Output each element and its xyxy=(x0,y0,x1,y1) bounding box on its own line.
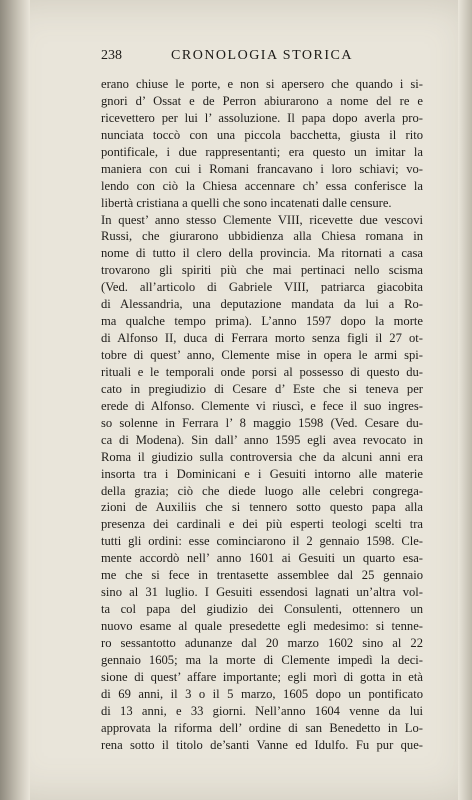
text-line: sino al 31 luglio. I Gesuiti essendosi lagnati un’altra vol- xyxy=(101,585,423,600)
text-line: In quest’ anno stesso Clemente VIII, ricevette due vescovi xyxy=(101,212,423,227)
text-line: Roma il giudizio sulla controversia che da alcuni anni era xyxy=(101,449,423,464)
text-line: nunciata toccò con una piccola bacchetta, giusta il rito xyxy=(101,127,423,142)
text-line: ca di Modena). Sin dall’ anno 1595 egli avea revocato in xyxy=(101,432,423,447)
text-line: ma qualche tempo prima). L’anno 1597 dopo la morte xyxy=(101,314,423,329)
text-line: pontificale, i due rappresentanti; era questo un imitar la xyxy=(101,144,423,159)
text-line: erano chiuse le porte, e non si apersero che quando i si- xyxy=(101,77,423,91)
page-gutter-shadow xyxy=(0,0,30,800)
text-line: presenza dei cardinali e dei più esperti teologi scelti tra xyxy=(101,517,423,532)
page-header xyxy=(101,48,423,68)
text-line: della grazia; ciò che diede luogo alle celebri congrega- xyxy=(101,483,423,498)
text-line: mente accordò nell’ anno 1601 ai Gesuiti un quarto esa- xyxy=(101,551,423,566)
text-line: zioni de Auxiliis che si tennero sotto questo papa alla xyxy=(101,500,423,515)
text-line: ricevettero per lui l’ assoluzione. Il papa dopo averla pro- xyxy=(101,110,423,125)
text-line: so solenne in Ferrara l’ 8 maggio 1598 (Ved. Cesare du- xyxy=(101,415,423,430)
text-line: libertà cristiana a quelli che sono incatenati dalle censure. xyxy=(101,195,392,210)
text-line: rituali e le temporali onde porsi al possesso di questo du- xyxy=(101,364,423,379)
text-line: me che si fece in trentasette assemblee dal 25 gennaio xyxy=(101,568,423,583)
text-line: ro sessantotto adunanze dal 20 marzo 1602 sino al 22 xyxy=(101,635,423,650)
text-line: nome di tutto il clero della provincia. Ma ritornati a casa xyxy=(101,246,423,261)
text-line: insorta tra i Dominicani e i Gesuiti intorno alle materie xyxy=(101,466,423,481)
text-line: rena sotto il titolo de’santi Vanne ed Idulfo. Fu pur que- xyxy=(101,737,423,752)
text-line: cato in pregiudizio di Cesare d’ Este che si teneva per xyxy=(101,381,423,396)
text-line: (Ved. all’articolo di Gabriele VIII, patriarca giacobita xyxy=(101,280,423,295)
text-line: di Alessandria, una deputazione mandata da lui a Ro- xyxy=(101,297,423,312)
text-line: maniera con cui i Romani francavano i loro schiavi; vo- xyxy=(101,161,423,176)
text-line: approvata la riforma dell’ ordine di san Benedetto in Lo- xyxy=(101,720,423,735)
text-line: lendo con ciò la Chiesa accennare ch’ essa conferisce la xyxy=(101,178,423,193)
text-line: erede di Alfonso. Clemente vi riuscì, e fece il suo ingres- xyxy=(101,398,423,413)
text-line: sione di quest’ affare importante; egli morì di gotta in età xyxy=(101,669,423,684)
text-line: di Alfonso II, duca di Ferrara morto senza figli il 27 ot- xyxy=(101,331,423,346)
text-line: Russi, che giurarono ubbidienza alla Chiesa romana in xyxy=(101,229,423,244)
text-line: tobre di quest’ anno, Clemente mise in opera le armi spi- xyxy=(101,348,423,362)
text-line: nuovo esame al quale presedette egli medesimo: si tenne- xyxy=(101,619,423,633)
page-number: 238 xyxy=(101,48,122,63)
text-line: di 69 anni, il 3 o il 5 marzo, 1605 dopo un pontificato xyxy=(101,686,423,701)
text-line: ta col papa del giudizio dei Consulenti, ottennero un xyxy=(101,602,423,617)
text-line: gennaio 1605; ma la morte di Clemente impedì la deci- xyxy=(101,652,423,667)
body-text xyxy=(101,76,423,754)
page-edge xyxy=(458,0,472,800)
text-line: tutti gli ordini: esse cominciarono il 2 gennaio 1598. Cle- xyxy=(101,534,423,549)
text-line: gnori d’ Ossat e de Perron abiurarono a nome del re e xyxy=(101,93,423,108)
running-title: CRONOLOGIA STORICA xyxy=(171,48,353,63)
text-line: trovarono gli spiriti più che mai pertinaci nello scisma xyxy=(101,263,423,278)
text-line: di 13 anni, e 33 giorni. Nell’anno 1604 venne da lui xyxy=(101,703,423,718)
